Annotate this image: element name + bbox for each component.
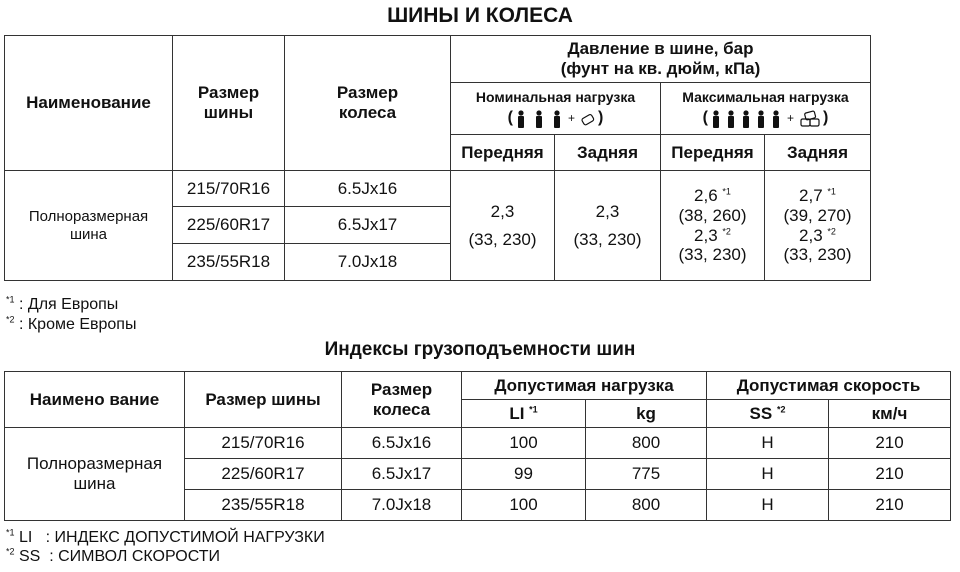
header-kmh: км/ч (829, 400, 951, 428)
kg-cell: 775 (586, 459, 707, 490)
header-nominal-load (451, 83, 661, 135)
footnote-mark-1: *1 (529, 404, 538, 415)
footnote-mark-1: *1 (6, 294, 15, 305)
footnote-mark-2: *2 (6, 314, 15, 325)
header-allowed-speed: Допустимая скорость (707, 372, 951, 400)
header-tire-size: Размер шины (173, 36, 285, 171)
wheel-size-cell: 6.5Jx17 (342, 459, 462, 490)
tire-size-cell: 215/70R16 (185, 428, 342, 459)
pressure-europe: 2,7 $^{*1}$ (799, 186, 836, 206)
header-wheel-size-line1: Размер (370, 379, 433, 399)
plus-sign: + (567, 110, 575, 125)
header-pressure-line1: Давление в шине, бар (567, 39, 754, 59)
tire-pressure-table (4, 35, 871, 281)
pressure-non-europe-psi-kpa: (33, 230) (783, 245, 852, 265)
ss-cell: H (707, 428, 829, 459)
kmh-cell: 210 (829, 459, 951, 490)
pressure-non-europe: 2,3 $^{*2}$ (694, 225, 731, 245)
three-persons-icon (515, 110, 563, 128)
tire-type-line2: шина (73, 474, 116, 493)
wheel-size-cell: 6.5Jx16 (285, 171, 451, 207)
wheel-size-cell: 6.5Jx16 (342, 428, 462, 459)
plus-sign: + (786, 110, 794, 125)
header-name: Наименование (5, 36, 173, 171)
footnote-text: SS : СИМВОЛ СКОРОСТИ (18, 548, 221, 565)
max-load-label: Максимальная нагрузка (682, 89, 849, 106)
kg-cell: 800 (586, 490, 707, 521)
pressure-non-europe: 2,3 $^{*2}$ (799, 225, 836, 245)
header-nominal-rear: Задняя (555, 135, 661, 171)
footnote-mark-2: *2 (6, 546, 15, 557)
table-row (5, 428, 951, 459)
wheel-size-cell: 7.0Jx18 (342, 490, 462, 521)
header-tire-size: Размер шины (185, 372, 342, 428)
ss-cell: H (707, 490, 829, 521)
tire-type-name (5, 171, 173, 281)
five-persons-icon (710, 110, 782, 128)
pressure-bar: 2,3 (490, 201, 515, 221)
header-max-front: Передняя (661, 135, 765, 171)
nominal-load-icons (451, 109, 660, 127)
footnote-text: : Кроме Европы (18, 316, 137, 333)
luggage-stack-icon (799, 110, 821, 128)
tire-type-line1: Полноразмерная (26, 454, 163, 474)
kmh-cell: 210 (829, 490, 951, 521)
header-wheel-size-line1: Размер (336, 83, 399, 103)
pressure-bar: 2,3 (595, 201, 620, 221)
footnote-li (6, 529, 325, 547)
paren-open: ( (702, 109, 708, 127)
pressure-europe-psi-kpa: (38, 260) (678, 205, 747, 225)
tire-size-cell: 235/55R18 (185, 490, 342, 521)
paren-open: ( (507, 109, 513, 127)
header-li: LI $^{*1}$ (462, 400, 586, 428)
header-pressure-line2: (фунт на кв. дюйм, кПа) (560, 59, 761, 78)
footnote-mark-2: *2 (776, 404, 786, 415)
footnote-mark-1: *1 (827, 186, 836, 197)
paren-close: ) (598, 109, 604, 127)
footnote-mark-2: *2 (722, 225, 731, 236)
load-index-table (4, 371, 951, 521)
footnote-ss (6, 548, 220, 566)
header-max-rear: Задняя (765, 135, 871, 171)
paren-close: ) (823, 109, 829, 127)
kmh-cell: 210 (829, 428, 951, 459)
title-load-indexes: Индексы грузоподъемности шин (324, 339, 636, 360)
header-allowed-load: Допустимая нагрузка (462, 372, 707, 400)
ss-cell: H (707, 459, 829, 490)
header-ss: SS $^{*2}$ (707, 400, 829, 428)
footnote-mark-1: *1 (6, 527, 15, 538)
tire-size-cell: 225/60R17 (185, 459, 342, 490)
tire-size-cell: 225/60R17 (173, 207, 285, 244)
max-rear-pressure (765, 171, 871, 281)
header-nominal-front: Передняя (451, 135, 555, 171)
max-load-icons (661, 109, 870, 127)
header-pressure (451, 36, 871, 83)
header-wheel-size (342, 372, 462, 428)
footnote-text: LI : ИНДЕКС ДОПУСТИМОЙ НАГРУЗКИ (18, 529, 325, 546)
pressure-europe-psi-kpa: (39, 270) (783, 205, 852, 225)
wheel-size-cell: 6.5Jx17 (285, 207, 451, 244)
header-name: Наимено вание (5, 372, 185, 428)
luggage-icon (580, 112, 596, 126)
footnote-europe (6, 296, 118, 314)
li-cell: 100 (462, 428, 586, 459)
footnote-non-europe (6, 316, 136, 334)
header-kg: kg (586, 400, 707, 428)
tire-size-cell: 215/70R16 (173, 171, 285, 207)
tire-size-cell: 235/55R18 (173, 244, 285, 281)
li-cell: 99 (462, 459, 586, 490)
pressure-non-europe-psi-kpa: (33, 230) (678, 245, 747, 265)
header-wheel-size-line2: колеса (338, 103, 397, 122)
kg-cell: 800 (586, 428, 707, 459)
pressure-psi-kpa: (33, 230) (468, 229, 537, 249)
tire-type-name (5, 428, 185, 521)
wheel-size-cell: 7.0Jx18 (285, 244, 451, 281)
table-row (5, 171, 871, 207)
nominal-rear-pressure (555, 171, 661, 281)
title-tires-wheels: ШИНЫ И КОЛЕСА (387, 4, 573, 27)
pressure-psi-kpa: (33, 230) (573, 229, 642, 249)
header-wheel-size (285, 36, 451, 171)
nominal-front-pressure (451, 171, 555, 281)
nominal-load-label: Номинальная нагрузка (475, 89, 636, 106)
li-cell: 100 (462, 490, 586, 521)
tire-type-line2: шина (69, 225, 108, 243)
footnote-text: : Для Европы (18, 296, 119, 313)
footnote-mark-2: *2 (827, 225, 836, 236)
max-front-pressure (661, 171, 765, 281)
tire-type-line1: Полноразмерная (28, 208, 149, 226)
header-max-load (661, 83, 871, 135)
header-wheel-size-line2: колеса (372, 399, 431, 419)
pressure-europe: 2,6 $^{*1}$ (694, 186, 731, 206)
footnote-mark-1: *1 (722, 186, 731, 197)
